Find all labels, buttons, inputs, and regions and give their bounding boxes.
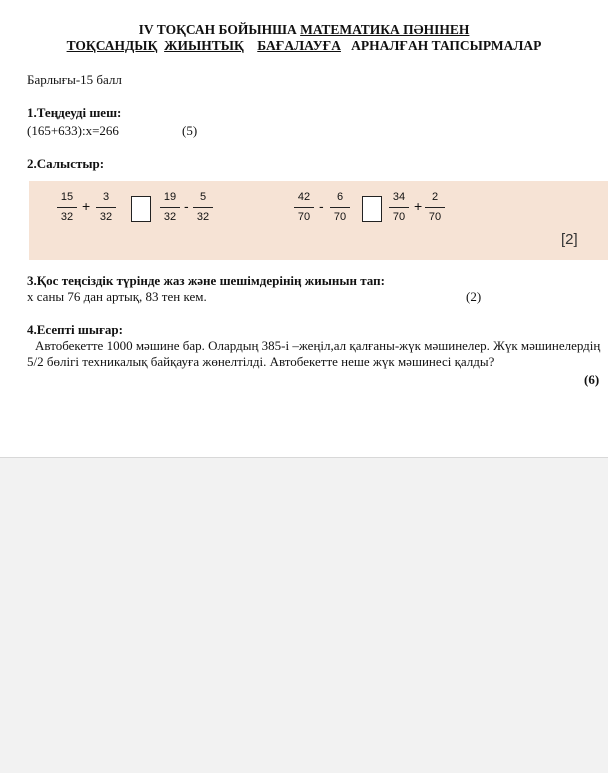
numerator: 2 — [431, 191, 439, 203]
task3-title: 3.Қос теңсіздік түрінде жаз және шешімдерінің жиынын тап: — [27, 273, 385, 288]
fraction-left-2 — [95, 191, 117, 224]
numerator: 6 — [336, 191, 344, 203]
fraction-right-2 — [329, 191, 351, 224]
task4-points: (6) — [584, 372, 600, 387]
header-quarter: IV ТОҚСАН БОЙЫНША — [138, 22, 301, 37]
header-word-3: БАҒАЛАУҒА — [257, 38, 341, 53]
task1-points: (5) — [182, 123, 198, 138]
numerator: 19 — [163, 191, 177, 203]
header-word-2: ЖИЫНТЫҚ — [164, 38, 244, 53]
operator-plus: + — [82, 198, 91, 214]
task2-title: 2.Салыстыр: — [27, 156, 105, 171]
fraction-bar — [389, 207, 409, 208]
header-word-1: ТОҚСАНДЫҚ — [66, 38, 158, 53]
fraction-bar — [160, 207, 180, 208]
fraction-bar — [330, 207, 350, 208]
header-line-1 — [0, 22, 608, 38]
denominator: 32 — [60, 211, 74, 223]
denominator: 70 — [297, 211, 311, 223]
numerator: 15 — [60, 191, 74, 203]
numerator: 5 — [199, 191, 207, 203]
header-word-4: АРНАЛҒАН ТАПСЫРМАЛАР — [351, 38, 542, 53]
comparison-panel — [29, 181, 608, 260]
compare-box-right[interactable] — [362, 196, 382, 222]
fraction-left-1 — [56, 191, 78, 224]
operator-plus: + — [414, 198, 423, 214]
fraction-left-3 — [159, 191, 181, 224]
denominator: 32 — [196, 211, 210, 223]
numerator: 3 — [102, 191, 110, 203]
fraction-right-1 — [293, 191, 315, 224]
fraction-right-3 — [388, 191, 410, 224]
task4-text: Автобекетте 1000 мәшине бар. Олардың 385-і –жеңіл,ал қалғаны-жүк мәшинелер. Жүк мәшинелердің 5/2 бөлігі техникалық байқауға жөнелтілді. Автобекетте неше жүк мәшинесі қалды? — [27, 338, 601, 369]
task2-points: [2] — [561, 231, 578, 248]
task4-title: 4.Есепті шығар: — [27, 322, 123, 337]
task1-title: 1.Теңдеуді шеш: — [27, 105, 122, 120]
fraction-left-4 — [192, 191, 214, 224]
fraction-bar — [96, 207, 116, 208]
denominator: 32 — [99, 211, 113, 223]
denominator: 32 — [163, 211, 177, 223]
compare-box-left[interactable] — [131, 196, 151, 222]
numerator: 34 — [392, 191, 406, 203]
fraction-bar — [57, 207, 77, 208]
fraction-bar — [193, 207, 213, 208]
denominator: 70 — [333, 211, 347, 223]
numerator: 42 — [297, 191, 311, 203]
task1-equation: (165+633):x=266 — [27, 123, 119, 138]
denominator: 70 — [392, 211, 406, 223]
fraction-bar — [294, 207, 314, 208]
operator-minus: - — [319, 198, 324, 214]
fraction-right-4 — [424, 191, 446, 224]
task3-text: x саны 76 дан артық, 83 тен кем. — [27, 289, 207, 304]
denominator: 70 — [428, 211, 442, 223]
header-line-2 — [0, 38, 608, 54]
operator-minus: - — [184, 198, 189, 214]
total-points: Барлығы-15 балл — [27, 72, 122, 87]
task3-points: (2) — [466, 289, 482, 304]
header-subject: МАТЕМАТИКА ПӘНІНЕН — [300, 22, 470, 37]
fraction-bar — [425, 207, 445, 208]
